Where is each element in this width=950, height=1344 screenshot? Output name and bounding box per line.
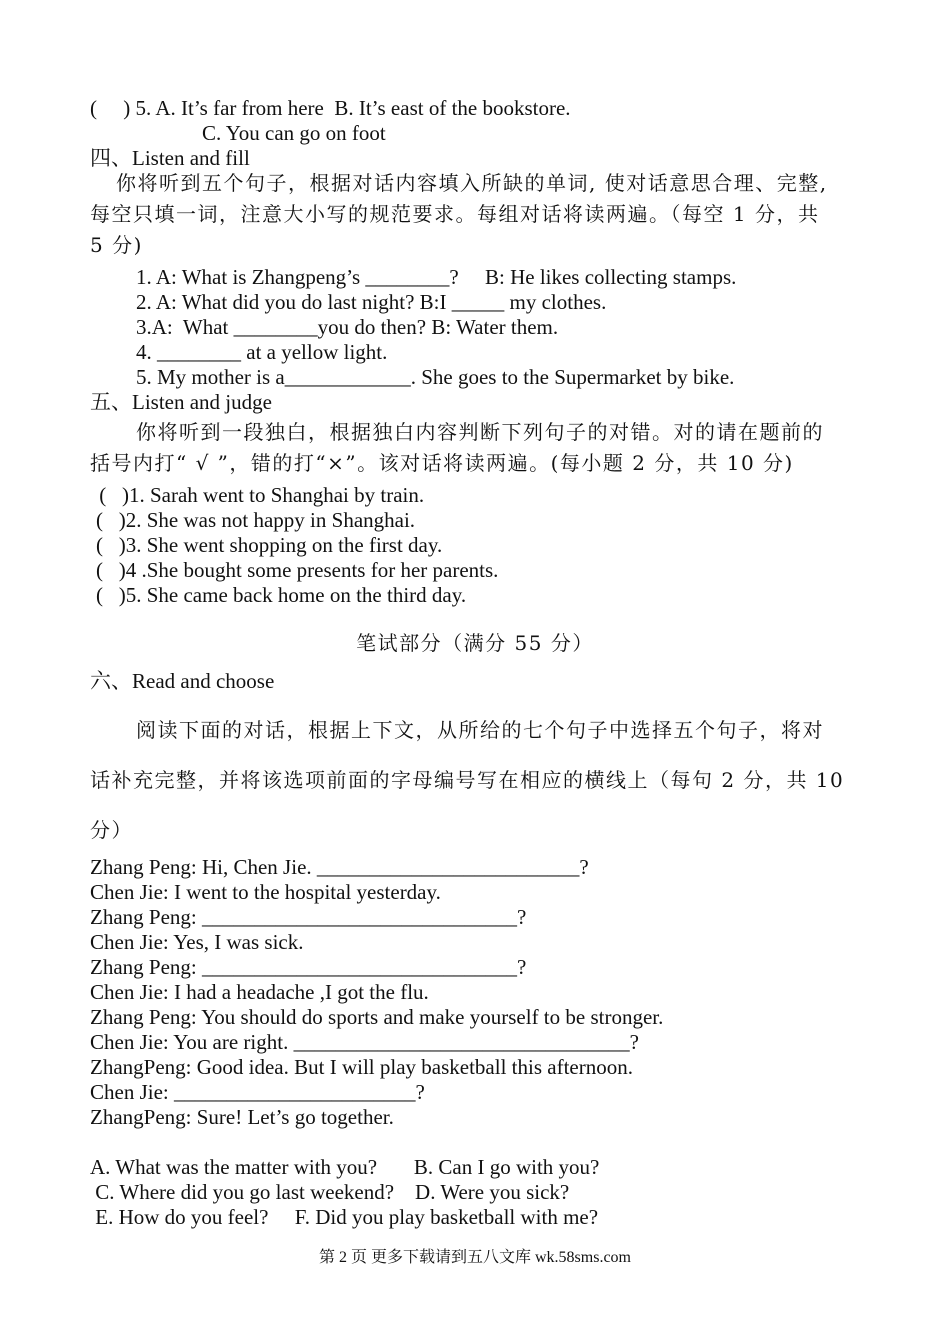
- option-line: A. What was the matter with you? B. Can I go with you?: [90, 1155, 600, 1179]
- dialogue-line: ZhangPeng: Good idea. But I will play basketball this afternoon.: [90, 1055, 633, 1079]
- section4-instruction-1: 你将听到五个句子，根据对话内容填入所缺的单词, 使对话意思合理、完整,: [116, 171, 828, 195]
- q5-line1: ( ) 5. A. It’s far from here B. It’s east of the bookstore.: [90, 96, 571, 120]
- page-footer: 第 2 页 更多下载请到五八文库 wk.58sms.com: [318, 1249, 631, 1266]
- dialogue-line: Zhang Peng: ______________________________?: [90, 905, 527, 929]
- option-line: E. How do you feel? F. Did you play basketball with me?: [90, 1205, 599, 1229]
- section4-title: 四、Listen and fill: [90, 146, 250, 170]
- dialogue-line: Chen Jie: I went to the hospital yesterday.: [90, 880, 441, 904]
- written-part-heading: 笔试部分（满分 55 分）: [356, 631, 594, 655]
- listen-judge-item: ( )3. She went shopping on the first day.: [96, 533, 443, 557]
- dialogue-line: Chen Jie: _______________________?: [90, 1080, 425, 1104]
- listen-fill-item: 3.A: What ________you do then? B: Water them.: [136, 315, 559, 339]
- dialogue-line: Chen Jie: Yes, I was sick.: [90, 930, 304, 954]
- dialogue-line: Chen Jie: You are right. ________________________________?: [90, 1030, 639, 1054]
- listen-judge-item: ( )1. Sarah went to Shanghai by train.: [94, 483, 425, 507]
- section6-instruction-1: 阅读下面的对话，根据上下文，从所给的七个句子中选择五个句子，将对: [136, 718, 824, 742]
- section4-instruction-3: 5 分): [90, 233, 143, 257]
- listen-fill-item: 2. A: What did you do last night? B:I _____ my clothes.: [136, 290, 607, 314]
- listen-fill-item: 4. ________ at a yellow light.: [136, 340, 388, 364]
- section4-instruction-2: 每空只填一词，注意大小写的规范要求。每组对话将读两遍。（每空 1 分，共: [90, 202, 820, 226]
- section5-instruction-2: 括号内打“ √ ”，错的打“×”。该对话将读两遍。(每小题 2 分，共 10 分): [90, 451, 794, 475]
- listen-judge-item: ( )2. She was not happy in Shanghai.: [96, 508, 416, 532]
- dialogue-line: Zhang Peng: ______________________________?: [90, 955, 527, 979]
- listen-fill-item: 1. A: What is Zhangpeng’s ________? B: He likes collecting stamps.: [136, 265, 737, 289]
- dialogue-line: ZhangPeng: Sure! Let’s go together.: [90, 1105, 394, 1129]
- listen-judge-item: ( )4 .She bought some presents for her parents.: [96, 558, 499, 582]
- listen-fill-item: 5. My mother is a____________. She goes to the Supermarket by bike.: [136, 365, 735, 389]
- dialogue-line: Zhang Peng: You should do sports and make yourself to be stronger.: [90, 1005, 664, 1029]
- dialogue-line: Zhang Peng: Hi, Chen Jie. _________________________?: [90, 855, 589, 879]
- q5-line2: C. You can go on foot: [202, 121, 386, 145]
- section5-instruction-1: 你将听到一段独白，根据独白内容判断下列句子的对错。对的请在题前的: [136, 420, 824, 444]
- section6-title: 六、Read and choose: [90, 669, 275, 693]
- section5-title: 五、Listen and judge: [90, 390, 272, 414]
- listen-judge-item: ( )5. She came back home on the third day.: [96, 583, 467, 607]
- dialogue-line: Chen Jie: I had a headache ,I got the flu.: [90, 980, 429, 1004]
- section6-instruction-2: 话补充完整，并将该选项前面的字母编号写在相应的横线上（每句 2 分，共 10: [90, 768, 845, 792]
- option-line: C. Where did you go last weekend? D. Were you sick?: [90, 1180, 570, 1204]
- section6-instruction-3: 分）: [90, 818, 133, 842]
